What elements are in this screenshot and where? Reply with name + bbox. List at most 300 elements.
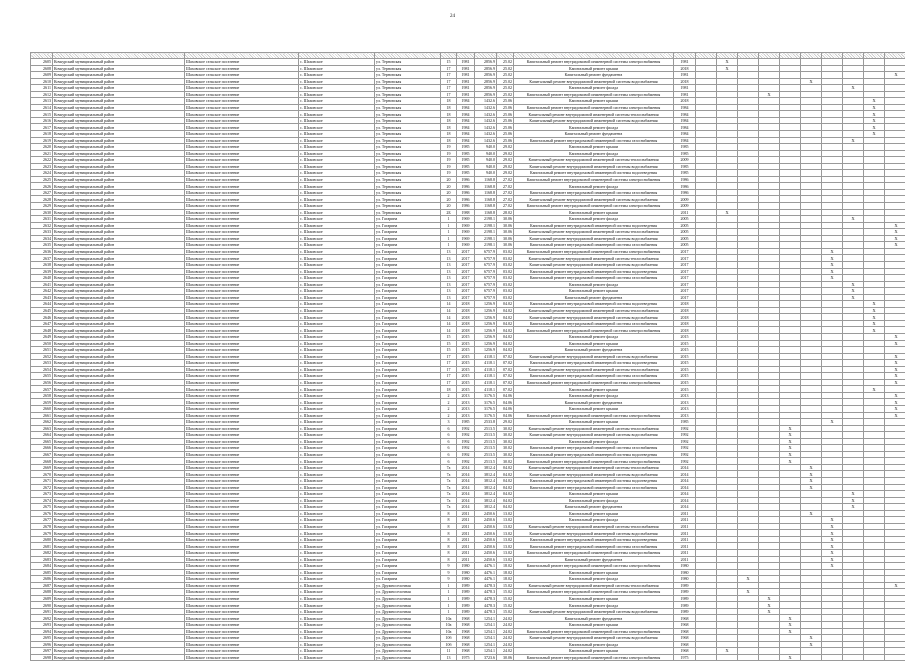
- table-cell: с. Шаховское: [299, 255, 375, 262]
- table-cell: ул. Гагарина: [375, 471, 441, 478]
- table-cell: 2011: [457, 510, 475, 517]
- table-cell: с. Шаховское: [299, 504, 375, 511]
- table-cell: 4118.1: [475, 360, 497, 367]
- table-cell: 2011: [457, 517, 475, 524]
- table-cell: 2623: [31, 163, 53, 170]
- table-cell: 1432.6: [475, 104, 497, 111]
- table-cell: ул. Гагарина: [375, 373, 441, 380]
- table-cell: 25.06: [497, 117, 514, 124]
- table-cell: 03.02: [497, 268, 514, 275]
- table-cell: 2681: [31, 543, 53, 550]
- table-cell: 2018: [674, 301, 696, 308]
- table-cell: 2856.9: [475, 85, 497, 92]
- table-cell: Кочкурский муниципальный район: [53, 91, 185, 98]
- table-cell: 29.02: [497, 144, 514, 151]
- table-cell: с. Шаховское: [299, 170, 375, 177]
- table-cell: 2198.1: [475, 242, 497, 249]
- table-cell: 2631: [31, 216, 53, 223]
- table-cell: 2617: [31, 124, 53, 131]
- table-cell: 2013: [457, 399, 475, 406]
- table-cell: 2450.6: [475, 536, 497, 543]
- table-cell: 2018: [674, 314, 696, 321]
- table-body: [31, 59, 905, 661]
- table-cell: ул. Гагарина: [375, 288, 441, 295]
- mark-cell: X: [885, 582, 905, 589]
- mark-cell: X: [885, 373, 905, 380]
- table-cell: с. Шаховское: [299, 59, 375, 66]
- table-cell: ул. Гагарина: [375, 294, 441, 301]
- table-cell: 2198.1: [475, 235, 497, 242]
- table-cell: 2015: [674, 366, 696, 373]
- table-cell: Шаховское сельское поселение: [185, 464, 299, 471]
- table-cell: 3176.5: [475, 392, 497, 399]
- table-cell: Капитальный ремонт внутридомовой инженерной системы теплоснабжения: [514, 229, 674, 236]
- table-cell: 18.02: [497, 563, 514, 570]
- table-cell: 3812.4: [475, 478, 497, 485]
- table-cell: Шаховское сельское поселение: [185, 216, 299, 223]
- table-cell: 17: [441, 373, 457, 380]
- table-cell: 2688: [31, 589, 53, 596]
- table-cell: Капитальный ремонт внутридомовой инженерной системы водоснабжения: [514, 530, 674, 537]
- table-cell: 3812.4: [475, 491, 497, 498]
- table-cell: 2018: [457, 327, 475, 334]
- table-cell: 7а: [441, 504, 457, 511]
- table-cell: 1992: [457, 451, 475, 458]
- table-cell: 2638: [31, 261, 53, 268]
- repair-schedule-table-container: [30, 52, 887, 661]
- table-cell: 8: [441, 550, 457, 557]
- table-cell: 2014: [674, 478, 696, 485]
- table-cell: ул. Терновская: [375, 157, 441, 164]
- table-cell: Капитальный ремонт фасада: [514, 183, 674, 190]
- table-cell: Капитальный ремонт внутридомовой инженерной системы электроснабжения: [514, 412, 674, 419]
- mark-cell: [759, 654, 780, 661]
- table-cell: 04.02: [497, 340, 514, 347]
- table-cell: с. Шаховское: [299, 576, 375, 583]
- table-cell: 2674: [31, 497, 53, 504]
- table-cell: ул. Дружноселочная: [375, 582, 441, 589]
- table-cell: 04.02: [497, 301, 514, 308]
- table-cell: Кочкурский муниципальный район: [53, 576, 185, 583]
- table-cell: 04.02: [497, 471, 514, 478]
- table-cell: 1986: [674, 189, 696, 196]
- table-cell: 4478.3: [475, 589, 497, 596]
- mark-cell: X: [864, 327, 885, 334]
- table-cell: 20: [441, 203, 457, 210]
- table-cell: Капитальный ремонт внутридомовой инженерной системы водоотведения: [514, 222, 674, 229]
- table-cell: 2669: [31, 464, 53, 471]
- table-cell: 2: [441, 412, 457, 419]
- table-cell: ул. Гагарина: [375, 235, 441, 242]
- table-cell: 1992: [457, 438, 475, 445]
- table-cell: Капитальный ремонт внутридомовой инженерной системы электроснабжения: [514, 379, 674, 386]
- table-cell: Капитальный ремонт внутридомовой инженерной системы электроснабжения: [514, 550, 674, 557]
- table-cell: 1981: [457, 59, 475, 66]
- mark-cell: [801, 654, 822, 661]
- table-cell: Кочкурский муниципальный район: [53, 150, 185, 157]
- table-cell: Кочкурский муниципальный район: [53, 261, 185, 268]
- table-cell: Кочкурский муниципальный район: [53, 353, 185, 360]
- table-cell: 6757.9: [475, 281, 497, 288]
- table-cell: 2610: [31, 78, 53, 85]
- table-cell: Капитальный ремонт внутридомовой инженерной системы электроснабжения: [514, 458, 674, 465]
- table-cell: 2014: [457, 497, 475, 504]
- table-cell: 1968: [674, 635, 696, 642]
- table-cell: 2611: [31, 85, 53, 92]
- table-cell: с. Шаховское: [299, 137, 375, 144]
- mark-cell: X: [864, 320, 885, 327]
- table-cell: Шаховское сельское поселение: [185, 157, 299, 164]
- table-cell: 2652: [31, 353, 53, 360]
- table-cell: 13.02: [497, 510, 514, 517]
- table-cell: с. Шаховское: [299, 399, 375, 406]
- table-cell: 2450.6: [475, 510, 497, 517]
- table-cell: 2018: [457, 307, 475, 314]
- table-cell: с. Шаховское: [299, 458, 375, 465]
- table-cell: 18: [441, 111, 457, 118]
- table-cell: 1992: [457, 432, 475, 439]
- table-cell: 15.02: [497, 582, 514, 589]
- table-cell: Кочкурский муниципальный район: [53, 517, 185, 524]
- table-cell: Шаховское сельское поселение: [185, 320, 299, 327]
- table-cell: 3812.4: [475, 471, 497, 478]
- table-cell: 6: [441, 425, 457, 432]
- table-cell: 1981: [674, 72, 696, 79]
- table-cell: с. Шаховское: [299, 471, 375, 478]
- table-cell: 7а: [441, 491, 457, 498]
- table-cell: 18.02: [497, 576, 514, 583]
- table-cell: 2653: [31, 360, 53, 367]
- table-cell: 6757.9: [475, 288, 497, 295]
- table-cell: 1968: [457, 648, 475, 655]
- table-cell: Капитальный ремонт фундамента: [514, 504, 674, 511]
- table-cell: 2014: [457, 478, 475, 485]
- table-cell: Капитальный ремонт внутридомовой инженерной системы теплоснабжения: [514, 464, 674, 471]
- table-cell: 2015: [674, 386, 696, 393]
- table-cell: Кочкурский муниципальный район: [53, 59, 185, 66]
- table-cell: ул. Гагарина: [375, 405, 441, 412]
- table-cell: 19: [441, 144, 457, 151]
- table-cell: 04.02: [497, 504, 514, 511]
- table-cell: ул. Терновская: [375, 111, 441, 118]
- table-cell: Капитальный ремонт фундамента: [514, 294, 674, 301]
- table-cell: 2017: [457, 268, 475, 275]
- table-cell: 2017: [674, 294, 696, 301]
- table-cell: с. Шаховское: [299, 216, 375, 223]
- table-cell: Кочкурский муниципальный район: [53, 399, 185, 406]
- table-cell: Капитальный ремонт внутридомовой инженерной системы теплоснабжения: [514, 366, 674, 373]
- table-cell: 2664: [31, 432, 53, 439]
- table-cell: 2659: [31, 399, 53, 406]
- table-cell: 30.02: [497, 451, 514, 458]
- table-cell: Капитальный ремонт внутридомовой инженерной системы теплоснабжения: [514, 425, 674, 432]
- table-cell: 940.0: [475, 163, 497, 170]
- table-cell: ул. Гагарина: [375, 543, 441, 550]
- table-cell: Шаховское сельское поселение: [185, 327, 299, 334]
- mark-cell: X: [801, 464, 822, 471]
- mark-cell: X: [717, 65, 738, 72]
- table-cell: 18: [441, 386, 457, 393]
- table-cell: 14: [441, 301, 457, 308]
- table-cell: Капитальный ремонт фасада: [514, 641, 674, 648]
- table-cell: 17: [441, 85, 457, 92]
- table-cell: Шаховское сельское поселение: [185, 379, 299, 386]
- mark-cell: X: [780, 615, 801, 622]
- table-cell: ул. Терновская: [375, 72, 441, 79]
- table-cell: 2011: [674, 550, 696, 557]
- mark-cell: X: [759, 608, 780, 615]
- table-cell: с. Шаховское: [299, 602, 375, 609]
- table-cell: ул. Гагарина: [375, 556, 441, 563]
- table-cell: 1168.8: [475, 183, 497, 190]
- table-cell: ул. Терновская: [375, 144, 441, 151]
- table-cell: 940.0: [475, 150, 497, 157]
- table-cell: 2645: [31, 307, 53, 314]
- mark-cell: X: [885, 412, 905, 419]
- table-cell: 2Б: [441, 209, 457, 216]
- table-cell: Кочкурский муниципальный район: [53, 608, 185, 615]
- table-cell: Шаховское сельское поселение: [185, 183, 299, 190]
- table-cell: 30.06: [497, 216, 514, 223]
- table-cell: 2856.9: [475, 72, 497, 79]
- table-cell: 6: [441, 451, 457, 458]
- table-cell: с. Шаховское: [299, 203, 375, 210]
- mark-cell: X: [843, 294, 864, 301]
- table-cell: 2682: [31, 550, 53, 557]
- table-cell: 1985: [674, 170, 696, 177]
- table-cell: 3812.4: [475, 464, 497, 471]
- mark-cell: [822, 654, 843, 661]
- table-cell: 1168.8: [475, 203, 497, 210]
- table-cell: 1985: [457, 144, 475, 151]
- table-cell: 1980: [674, 576, 696, 583]
- table-cell: Кочкурский муниципальный район: [53, 484, 185, 491]
- table-cell: Капитальный ремонт внутридомовой инженерной системы газоснабжения: [514, 543, 674, 550]
- table-cell: 4118.1: [475, 366, 497, 373]
- table-cell: 2013: [674, 412, 696, 419]
- table-cell: 2685: [31, 569, 53, 576]
- table-cell: 1989: [674, 602, 696, 609]
- table-cell: с. Шаховское: [299, 222, 375, 229]
- mark-cell: X: [801, 484, 822, 491]
- table-cell: Кочкурский муниципальный район: [53, 275, 185, 282]
- table-cell: 04.06: [497, 405, 514, 412]
- table-cell: 19: [441, 150, 457, 157]
- table-cell: ул. Гагарина: [375, 307, 441, 314]
- table-cell: Капитальный ремонт фасада: [514, 85, 674, 92]
- table-cell: Кочкурский муниципальный район: [53, 530, 185, 537]
- table-cell: 11: [441, 648, 457, 655]
- mark-cell: X: [864, 117, 885, 124]
- table-cell: Шаховское сельское поселение: [185, 556, 299, 563]
- table-cell: 17: [441, 78, 457, 85]
- table-cell: Шаховское сельское поселение: [185, 248, 299, 255]
- table-cell: 2640: [31, 275, 53, 282]
- table-cell: 2695: [31, 635, 53, 642]
- table-cell: 14: [441, 314, 457, 321]
- table-cell: 2005: [674, 229, 696, 236]
- table-cell: 2011: [674, 543, 696, 550]
- table-cell: 04.02: [497, 320, 514, 327]
- table-cell: 2011: [674, 536, 696, 543]
- mark-cell: X: [801, 635, 822, 642]
- table-cell: 1992: [674, 432, 696, 439]
- table-cell: Кочкурский муниципальный район: [53, 550, 185, 557]
- table-cell: 2017: [457, 261, 475, 268]
- table-cell: 2697: [31, 648, 53, 655]
- table-cell: Шаховское сельское поселение: [185, 347, 299, 354]
- table-cell: 2616: [31, 117, 53, 124]
- table-cell: с. Шаховское: [299, 550, 375, 557]
- table-cell: с. Шаховское: [299, 248, 375, 255]
- table-cell: 2011: [457, 556, 475, 563]
- table-cell: Кочкурский муниципальный район: [53, 523, 185, 530]
- table-cell: 1981: [674, 91, 696, 98]
- table-cell: 2649: [31, 333, 53, 340]
- table-cell: ул. Терновская: [375, 65, 441, 72]
- mark-cell: X: [843, 497, 864, 504]
- table-cell: Шаховское сельское поселение: [185, 242, 299, 249]
- table-cell: 18: [441, 117, 457, 124]
- mark-cell: X: [822, 523, 843, 530]
- table-cell: с. Шаховское: [299, 635, 375, 642]
- table-cell: 2005: [674, 242, 696, 249]
- table-cell: 1968: [457, 628, 475, 635]
- table-cell: 2015: [457, 340, 475, 347]
- table-cell: с. Шаховское: [299, 294, 375, 301]
- table-cell: ул. Гагарина: [375, 268, 441, 275]
- table-cell: 2017: [457, 294, 475, 301]
- table-cell: с. Шаховское: [299, 235, 375, 242]
- mark-cell: X: [801, 641, 822, 648]
- table-cell: Капитальный ремонт внутридомовой инженерной системы теплоснабжения: [514, 255, 674, 262]
- table-cell: Кочкурский муниципальный район: [53, 242, 185, 249]
- table-cell: с. Шаховское: [299, 379, 375, 386]
- table-cell: Капитальный ремонт внутридомовой инженерной системы водоснабжения: [514, 432, 674, 439]
- table-cell: 2005: [674, 222, 696, 229]
- table-cell: с. Шаховское: [299, 176, 375, 183]
- table-cell: с. Шаховское: [299, 563, 375, 570]
- table-cell: Шаховское сельское поселение: [185, 111, 299, 118]
- table-cell: 6757.9: [475, 275, 497, 282]
- table-cell: ул. Терновская: [375, 170, 441, 177]
- table-cell: с. Шаховское: [299, 582, 375, 589]
- table-cell: 6757.9: [475, 248, 497, 255]
- table-cell: Капитальный ремонт внутридомовой инженерной системы электроснабжения: [514, 176, 674, 183]
- table-cell: 1989: [457, 602, 475, 609]
- table-cell: Шаховское сельское поселение: [185, 615, 299, 622]
- table-cell: Шаховское сельское поселение: [185, 117, 299, 124]
- table-cell: Шаховское сельское поселение: [185, 576, 299, 583]
- table-cell: ул. Гагарина: [375, 360, 441, 367]
- table-cell: 2011: [457, 536, 475, 543]
- table-cell: ул. Гагарина: [375, 451, 441, 458]
- table-cell: Капитальный ремонт внутридомовой инженерной системы водоснабжения: [514, 196, 674, 203]
- table-cell: 1989: [674, 608, 696, 615]
- table-cell: 4476.1: [475, 576, 497, 583]
- table-cell: ул. Гагарина: [375, 510, 441, 517]
- table-cell: 30.06: [497, 242, 514, 249]
- table-cell: Кочкурский муниципальный район: [53, 85, 185, 92]
- table-cell: 1981: [457, 72, 475, 79]
- table-cell: 1256.9: [475, 301, 497, 308]
- table-cell: 2666: [31, 445, 53, 452]
- table-cell: 2856.9: [475, 59, 497, 66]
- table-cell: Кочкурский муниципальный район: [53, 288, 185, 295]
- table-cell: 2621: [31, 150, 53, 157]
- table-cell: 1992: [674, 425, 696, 432]
- table-cell: Шаховское сельское поселение: [185, 288, 299, 295]
- table-cell: ул. Гагарина: [375, 536, 441, 543]
- table-cell: 2671: [31, 478, 53, 485]
- mark-cell: X: [843, 504, 864, 511]
- table-cell: ул. Гагарина: [375, 340, 441, 347]
- table-cell: 1986: [457, 183, 475, 190]
- table-cell: с. Шаховское: [299, 405, 375, 412]
- table-cell: Капитальный ремонт внутридомовой инженерной системы газоснабжения: [514, 373, 674, 380]
- mark-cell: X: [885, 340, 905, 347]
- table-cell: 1986: [457, 203, 475, 210]
- mark-cell: X: [864, 98, 885, 105]
- table-cell: 15.02: [497, 602, 514, 609]
- table-cell: 1992: [674, 445, 696, 452]
- table-cell: Капитальный ремонт фасада: [514, 576, 674, 583]
- table-cell: Кочкурский муниципальный район: [53, 432, 185, 439]
- table-cell: 2680: [31, 536, 53, 543]
- table-cell: с. Шаховское: [299, 261, 375, 268]
- table-cell: Капитальный ремонт внутридомовой инженерной системы водоотведения: [514, 451, 674, 458]
- table-cell: ул. Гагарина: [375, 550, 441, 557]
- table-cell: 1432.6: [475, 98, 497, 105]
- table-cell: Капитальный ремонт внутридомовой инженерной системы газоснабжения: [514, 484, 674, 491]
- table-cell: Капитальный ремонт крыши: [514, 209, 674, 216]
- table-cell: 1256.9: [475, 347, 497, 354]
- table-cell: 13: [441, 288, 457, 295]
- table-cell: Капитальный ремонт фасада: [514, 602, 674, 609]
- table-cell: Шаховское сельское поселение: [185, 458, 299, 465]
- table-cell: Капитальный ремонт внутридомовой инженерной системы водоотведения: [514, 478, 674, 485]
- table-cell: 17: [441, 353, 457, 360]
- table-cell: 18: [441, 104, 457, 111]
- table-cell: Шаховское сельское поселение: [185, 386, 299, 393]
- table-cell: 03.02: [497, 294, 514, 301]
- table-cell: с. Шаховское: [299, 150, 375, 157]
- table-cell: 30.02: [497, 438, 514, 445]
- table-cell: с. Шаховское: [299, 157, 375, 164]
- table-cell: Кочкурский муниципальный район: [53, 366, 185, 373]
- table-cell: 2015: [457, 379, 475, 386]
- table-cell: с. Шаховское: [299, 536, 375, 543]
- table-cell: Капитальный ремонт крыши: [514, 340, 674, 347]
- table-cell: с. Шаховское: [299, 386, 375, 393]
- table-cell: 3176.5: [475, 405, 497, 412]
- table-cell: ул. Гагарина: [375, 569, 441, 576]
- table-cell: 2018: [457, 314, 475, 321]
- table-cell: 04.06: [497, 412, 514, 419]
- table-cell: 1984: [457, 117, 475, 124]
- table-cell: 1988: [457, 209, 475, 216]
- table-cell: 13.02: [497, 543, 514, 550]
- table-cell: 10б: [441, 641, 457, 648]
- table-cell: 1: [441, 589, 457, 596]
- table-cell: 1: [441, 582, 457, 589]
- table-cell: 2660: [31, 405, 53, 412]
- table-cell: ул. Терновская: [375, 203, 441, 210]
- table-cell: Шаховское сельское поселение: [185, 353, 299, 360]
- table-cell: 2619: [31, 137, 53, 144]
- mark-cell: X: [822, 275, 843, 282]
- table-cell: 2513.5: [475, 445, 497, 452]
